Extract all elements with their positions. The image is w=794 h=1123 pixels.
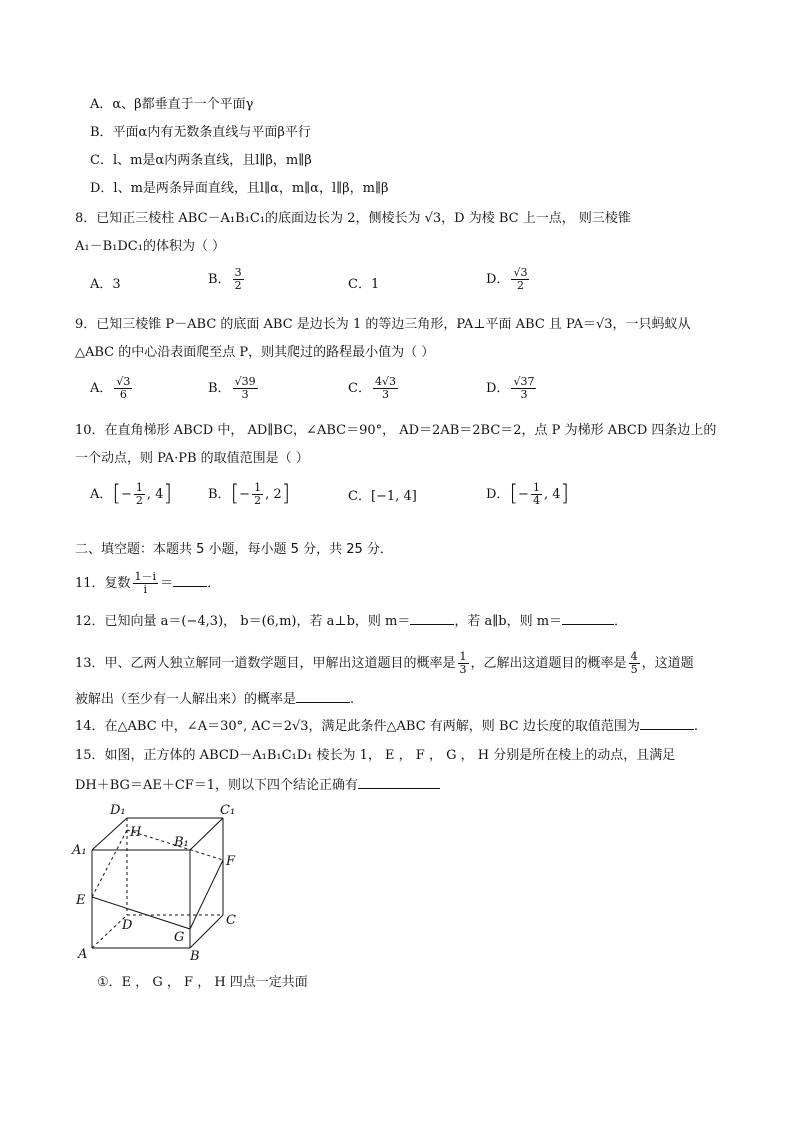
- q10-option-b: B．[− $\frac{1}{2}$ , 2]: [208, 481, 291, 507]
- option-d-prev: D．l、m是两条异面直线，且l∥α，m∥α，l∥β，m∥β: [90, 181, 389, 196]
- q14-answer-blank[interactable]: [640, 715, 694, 730]
- q8-option-a: A．3: [90, 277, 121, 292]
- q12: 12．已知向量 a＝(−4,3)， b＝(6,m)，若 a⊥b，则 m＝ ，若 a∥b，则 m＝ ．: [75, 610, 627, 632]
- label-h: H: [130, 825, 142, 840]
- q9-option-b: B． $\frac{√39}{3}$: [208, 375, 256, 401]
- label-f: F: [226, 854, 236, 869]
- q10-line1: 10．在直角梯形 ABCD 中， AD∥BC，∠ABC＝90°， AD＝2AB＝2BC＝2，点 P 为梯形 ABCD 四条边上的: [75, 423, 717, 438]
- q8-option-c: C．1: [348, 277, 380, 292]
- q11-answer-blank[interactable]: [173, 572, 207, 587]
- q11: 11．复数 $\frac{1-i}{i}$ ＝ ．: [75, 570, 221, 596]
- q13-answer-blank[interactable]: [296, 688, 350, 703]
- q10-option-d: D．[− $\frac{1}{4}$ , 4]: [486, 481, 570, 507]
- segment-eh: [92, 830, 127, 897]
- q9-option-c: C． $\frac{4√3}{3}$: [348, 375, 396, 401]
- q10-option-a: A．[− $\frac{1}{2}$ , 4]: [90, 481, 173, 507]
- label-a: A: [78, 947, 88, 962]
- label-d1: D₁: [110, 803, 126, 818]
- option-c-prev: C．l、m是α内两条直线，且l∥β，m∥β: [90, 153, 312, 168]
- option-b-prev: B．平面α内有无数条直线与平面β平行: [90, 125, 311, 140]
- q8-option-b: B． $\frac{3}{2}$: [208, 266, 242, 292]
- q12-answer-blank-1[interactable]: [410, 610, 454, 625]
- edge-c1b1: [190, 818, 223, 850]
- label-b: B: [190, 949, 200, 964]
- label-c: C: [226, 913, 236, 928]
- segment-eg: [92, 897, 190, 929]
- option-a-prev: A．α、β都垂直于一个平面γ: [90, 97, 254, 112]
- conclusion-1: ①．E ， G ， F ， H 四点一定共面: [97, 975, 308, 990]
- q8-line1: 8．已知正三棱柱 ABC－A₁B₁C₁的底面边长为 2，侧棱长为 √3，D 为棱 BC 上一点， 则三棱锥: [75, 211, 631, 226]
- q9-line2: △ABC 的中心沿表面爬至点 P，则其爬过的路程最小值为（ ）: [75, 345, 435, 360]
- q12-answer-blank-2[interactable]: [562, 610, 614, 625]
- segment-gf: [190, 860, 223, 929]
- edge-bc: [190, 915, 223, 948]
- q10-option-c: C．[−1, 4]: [348, 489, 417, 504]
- label-d: D: [122, 918, 133, 933]
- q10-line2: 一个动点，则 PA·PB 的取值范围是（ ）: [75, 451, 309, 466]
- label-e: E: [76, 893, 86, 908]
- section-title-fill-in: 二、填空题：本题共 5 小题，每小题 5 分，共 25 分．: [75, 542, 393, 557]
- q8-line2: A₁－B₁DC₁的体积为（ ）: [75, 239, 226, 254]
- q13-line1: 13．甲、乙两人独立解同一道数学题目，甲解出这道题目的概率是 $\frac{1}{3}$ ，乙解出这道题目的概率是 $\frac{4}{5}$ ，这道题: [75, 650, 694, 676]
- q9-line1: 9．已知三棱锥 P－ABC 的底面 ABC 是边长为 1 的等边三角形，PA⊥平面 ABC 且 PA＝√3，一只蚂蚁从: [75, 317, 691, 332]
- label-a1: A₁: [72, 843, 87, 858]
- q9-option-d: D． $\frac{√37}{3}$: [486, 375, 535, 401]
- label-g: G: [174, 930, 185, 945]
- q15-line1: 15．如图，正方体的 ABCD－A₁B₁C₁D₁ 棱长为 1， E ， F ， G ， H 分别是所在棱上的动点，且满足: [75, 748, 676, 763]
- label-b1: B₁: [174, 835, 189, 850]
- label-c1: C₁: [220, 803, 236, 818]
- q15-line2: DH＋BG＝AE＋CF＝1，则以下四个结论正确有: [75, 774, 440, 796]
- q14: 14．在△ABC 中，∠A＝30°, AC＝2√3，满足此条件△ABC 有两解，则 BC 边长度的取值范围为 .: [75, 715, 698, 737]
- q8-option-d: D． $\frac{√3}{2}$: [486, 266, 528, 292]
- edge-a1d1: [92, 818, 127, 850]
- q9-option-a: A． $\frac{√3}{6}$: [90, 375, 131, 401]
- q13-line2: 被解出（至少有一人解出来）的概率是 .: [75, 688, 354, 710]
- q15-answer-blank[interactable]: [358, 774, 440, 789]
- cube-figure: [70, 800, 250, 965]
